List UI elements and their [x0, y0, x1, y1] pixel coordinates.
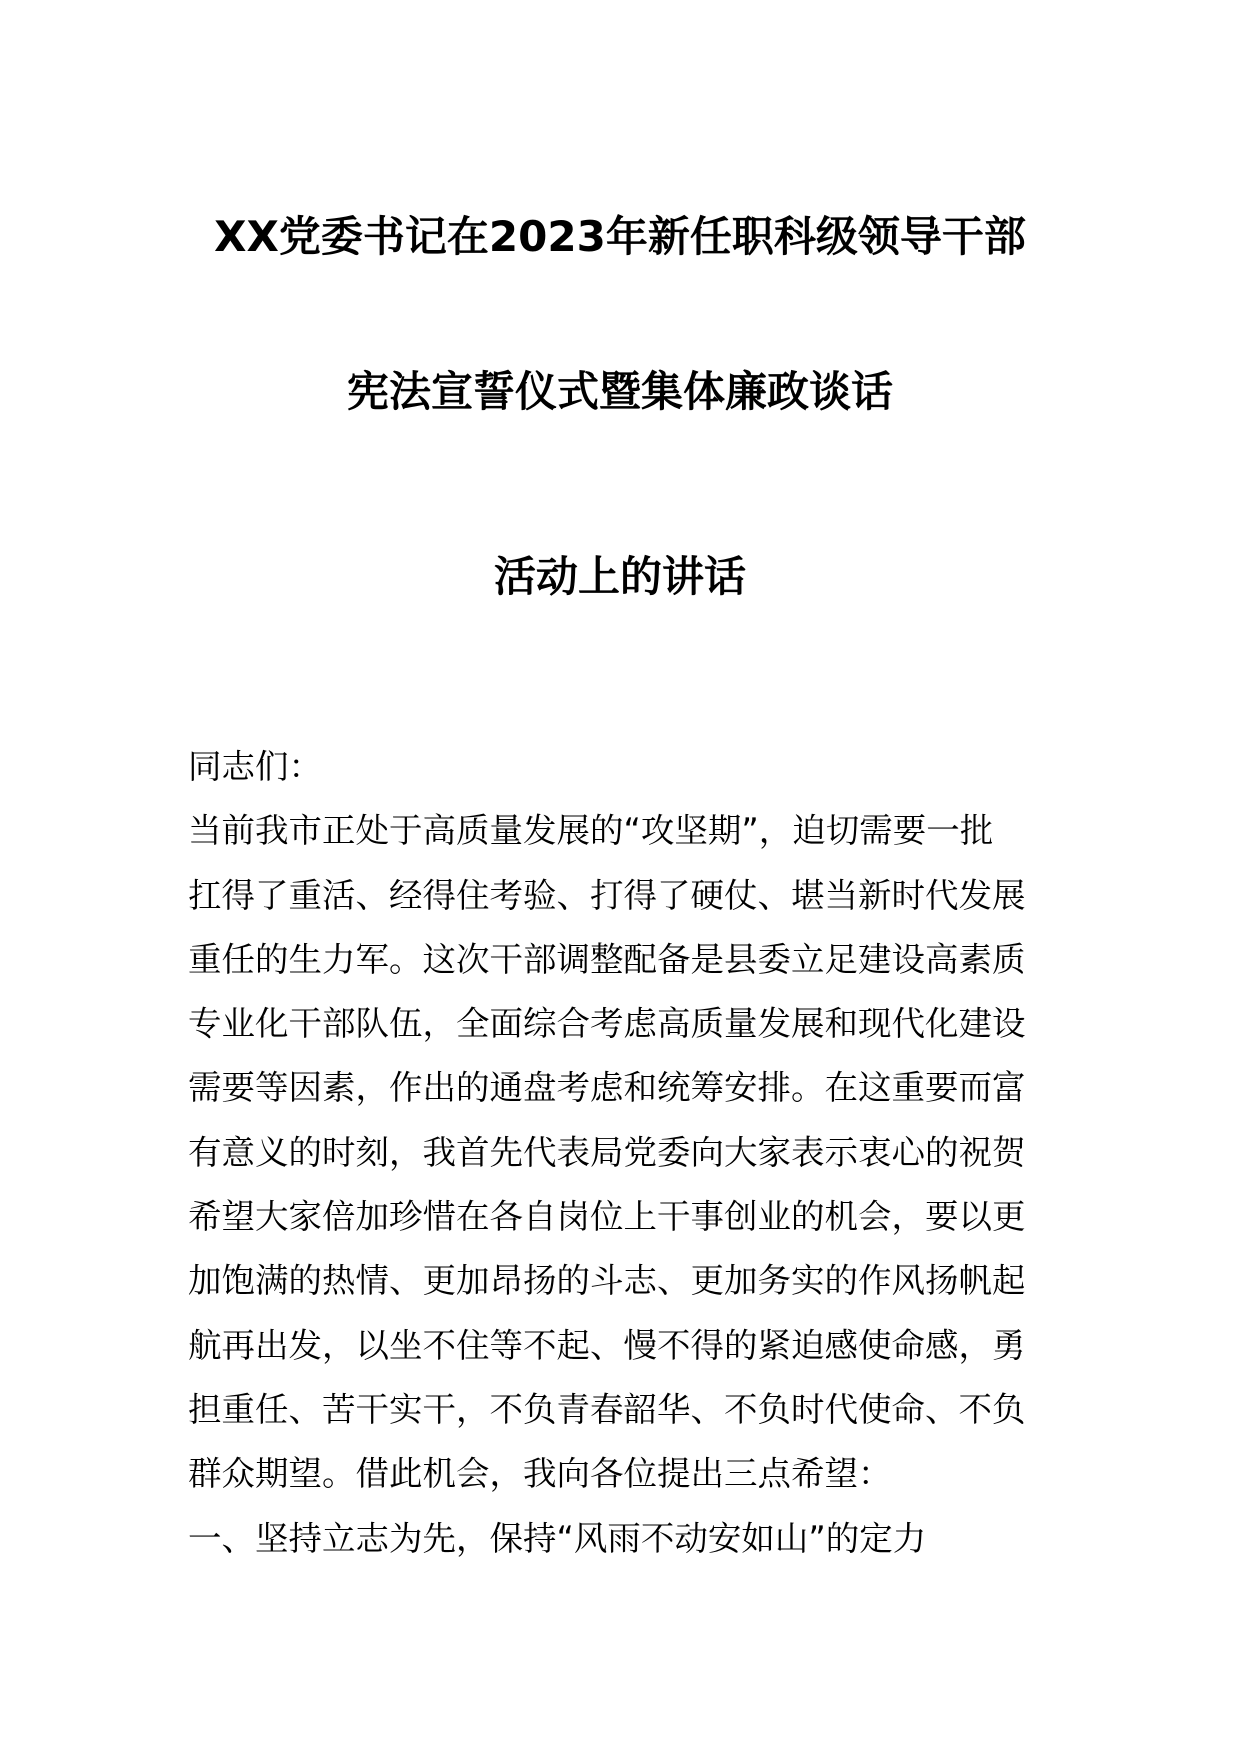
section-heading-1: 一、坚持立志为先，保持“风雨不动安如山”的定力: [188, 1518, 927, 1558]
body-text-line: 专业化干部队伍，全面综合考虑高质量发展和现代化建设: [188, 1004, 1026, 1044]
document-title-line-2: 宪法宣誓仪式暨集体廉政谈话: [346, 367, 893, 416]
body-text-line: 希望大家倍加珍惜在各自岗位上干事创业的机会，要以更: [188, 1197, 1026, 1237]
body-text-line: 担重任、苦干实干，不负青春韶华、不负时代使命、不负: [188, 1389, 1026, 1429]
body-text-line: 加饱满的热情、更加昂扬的斗志、更加务实的作风扬帆起: [188, 1261, 1026, 1301]
document-body: [188, 735, 1058, 1571]
body-text-line: 有意义的时刻，我首先代表局党委向大家表示衷心的祝贺: [188, 1132, 1026, 1172]
body-text-line: 群众期望。借此机会，我向各位提出三点希望：: [188, 1454, 892, 1494]
body-text-line: 需要等因素，作出的通盘考虑和统筹安排。在这重要而富: [188, 1068, 1026, 1108]
salutation: 同志们：: [188, 747, 322, 786]
document-title-line-3: 活动上的讲话: [493, 552, 746, 601]
body-text-line: 扛得了重活、经得住考验、打得了硬仗、堪当新时代发展: [188, 875, 1026, 915]
body-text-line: 重任的生力军。这次干部调整配备是县委立足建设高素质: [188, 939, 1026, 979]
document-title-line-1: XX党委书记在2023年新任职科级领导干部: [214, 212, 1026, 261]
body-text-line: 航再出发，以坐不住等不起、慢不得的紧迫感使命感，勇: [188, 1325, 1026, 1365]
body-text-line: 当前我市正处于高质量发展的“攻坚期”，迫切需要一批: [188, 811, 994, 851]
